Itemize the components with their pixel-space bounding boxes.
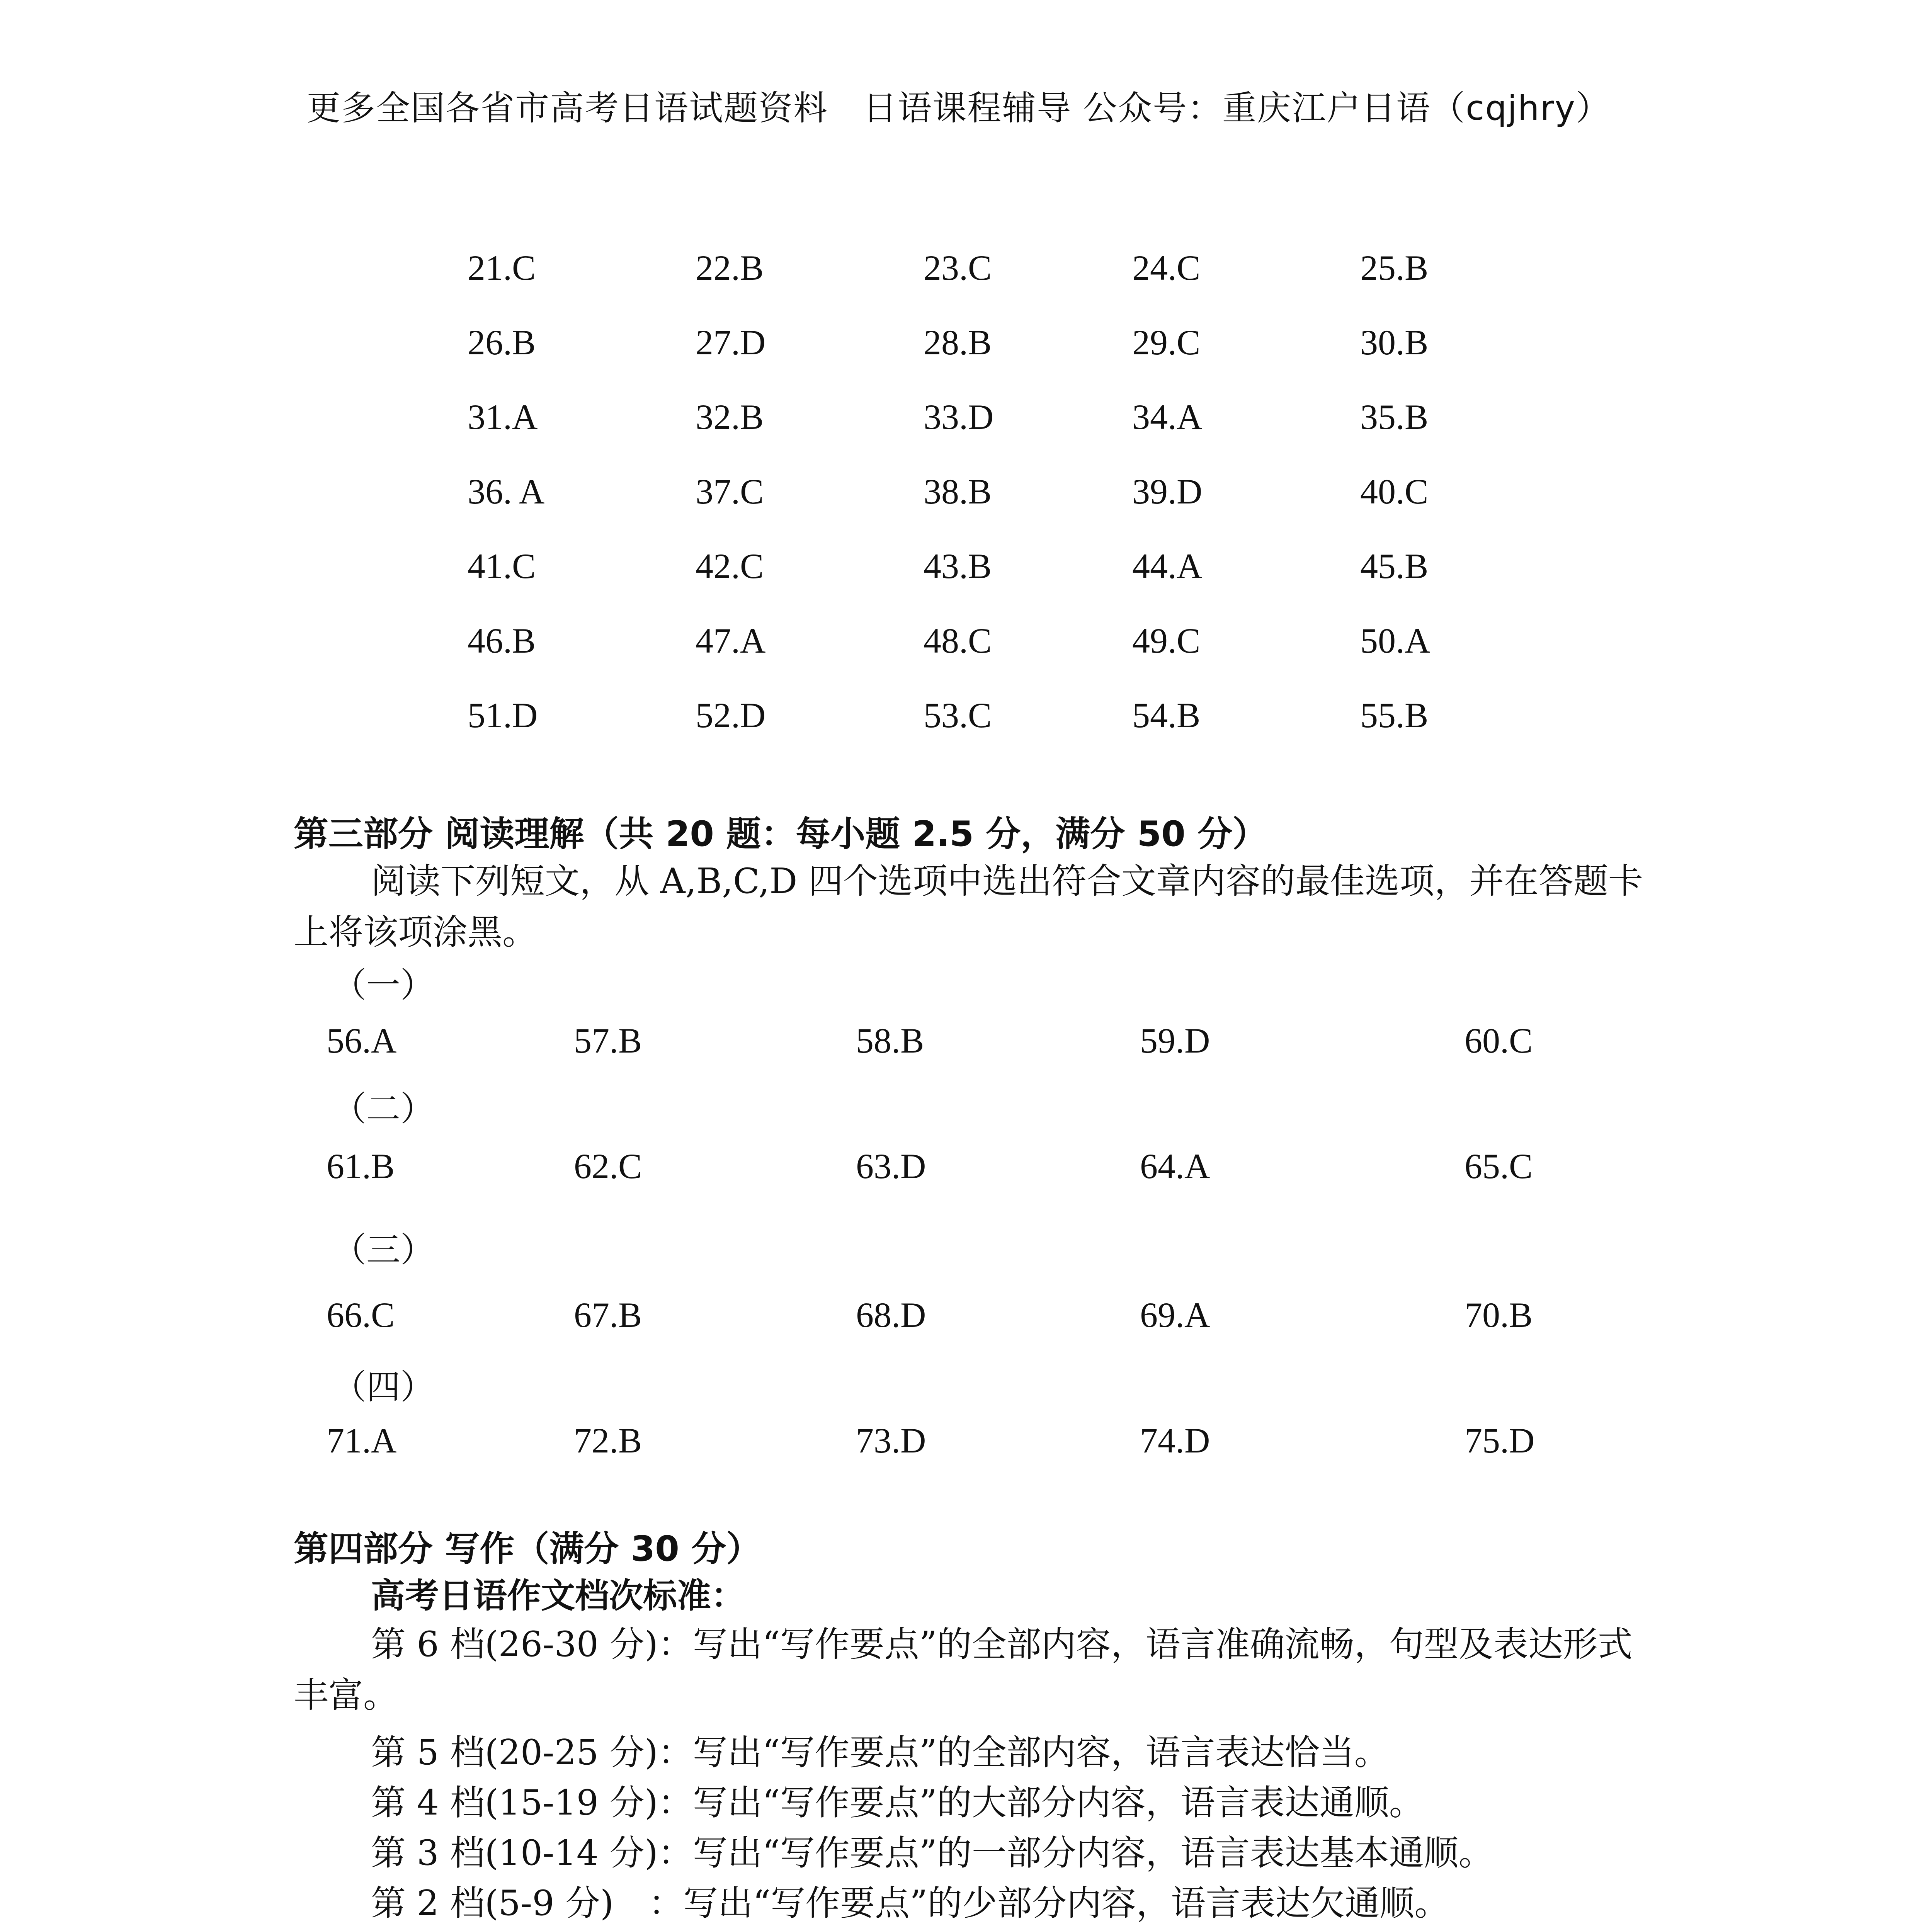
answer-cell: 22.B xyxy=(696,248,764,287)
answer-cell: 34.A xyxy=(1132,397,1203,437)
answer-cell: 39.D xyxy=(1132,472,1203,511)
answer-row xyxy=(0,1420,1917,1466)
answer-cell: 46.B xyxy=(468,621,536,660)
answer-cell: 41.C xyxy=(468,546,536,586)
answer-cell: 65.C xyxy=(1465,1146,1533,1186)
answer-cell: 26.B xyxy=(468,323,536,362)
answer-row xyxy=(0,695,1917,741)
answer-cell: 40.C xyxy=(1360,472,1429,511)
answer-row xyxy=(0,396,1917,443)
level-item xyxy=(294,1928,1654,1932)
answer-cell: 72.B xyxy=(574,1421,642,1460)
answer-cell: 48.C xyxy=(924,621,992,660)
answer-cell: 28.B xyxy=(924,323,992,362)
answer-cell: 24.C xyxy=(1132,248,1201,287)
answer-cell: 57.B xyxy=(574,1021,642,1060)
answer-cell: 45.B xyxy=(1360,546,1429,586)
answer-row xyxy=(0,546,1917,592)
answer-cell: 56.A xyxy=(327,1021,397,1060)
answer-row xyxy=(0,322,1917,368)
part3-title: 第三部分 阅读理解（共 20 题：每小题 2.5 分，满分 50 分） xyxy=(294,814,1267,854)
answer-cell: 54.B xyxy=(1132,696,1201,735)
answer-row xyxy=(0,1146,1917,1192)
part3-instruction: 阅读下列短文，从 A,B,C,D 四个选项中选出符合文章内容的最佳选项，并在答题卡上将该项涂黑。 xyxy=(294,861,1643,952)
answer-cell: 61.B xyxy=(327,1146,395,1186)
level-item: 第 2 档(5-9 分) ：写出“写作要点”的少部分内容，语言表达欠通顺。 xyxy=(371,1883,1449,1923)
answer-cell: 53.C xyxy=(924,696,992,735)
group-label: （二） xyxy=(332,1089,435,1129)
answer-cell: 35.B xyxy=(1360,397,1429,437)
answer-cell: 47.A xyxy=(696,621,766,660)
level-item: 第 4 档(15-19 分)：写出“写作要点”的大部分内容，语言表达通顺。 xyxy=(371,1782,1424,1823)
answer-cell: 52.D xyxy=(696,696,766,735)
answer-cell: 27.D xyxy=(696,323,766,362)
answer-row xyxy=(0,1020,1917,1066)
answer-cell: 63.D xyxy=(856,1146,926,1186)
answer-cell: 32.B xyxy=(696,397,764,437)
answer-cell: 31.A xyxy=(468,397,538,437)
answer-cell: 66.C xyxy=(327,1295,395,1335)
answer-cell: 44.A xyxy=(1132,546,1203,586)
answer-row xyxy=(0,620,1917,667)
answer-cell: 67.B xyxy=(574,1295,642,1335)
answer-row xyxy=(0,1294,1917,1341)
answer-cell: 36. A xyxy=(468,472,545,511)
answer-cell: 70.B xyxy=(1465,1295,1533,1335)
answer-cell: 49.C xyxy=(1132,621,1201,660)
answer-cell: 25.B xyxy=(1360,248,1429,287)
part4-title: 第四部分 写作（满分 30 分） xyxy=(294,1529,761,1569)
answer-cell: 51.D xyxy=(468,696,538,735)
levels-title: 高考日语作文档次标准： xyxy=(371,1576,745,1616)
answer-cell: 73.D xyxy=(856,1421,926,1460)
answer-cell: 59.D xyxy=(1140,1021,1210,1060)
level-item: 第 5 档(20-25 分)：写出“写作要点”的全部内容，语言表达恰当。 xyxy=(371,1732,1389,1773)
answer-cell: 74.D xyxy=(1140,1421,1210,1460)
answer-cell: 71.A xyxy=(327,1421,397,1460)
answer-cell: 30.B xyxy=(1360,323,1429,362)
answer-cell: 21.C xyxy=(468,248,536,287)
group-label: （三） xyxy=(332,1230,435,1270)
answer-cell: 29.C xyxy=(1132,323,1201,362)
level-item: 第 3 档(10-14 分)：写出“写作要点”的一部分内容，语言表达基本通顺。 xyxy=(371,1833,1493,1873)
level-item: 第 6 档(26-30 分)：写出“写作要点”的全部内容，语言准确流畅，句型及表达形式丰富。 xyxy=(294,1624,1633,1716)
answer-cell: 43.B xyxy=(924,546,992,586)
group-label: （一） xyxy=(332,965,435,1005)
answer-cell: 64.A xyxy=(1140,1146,1210,1186)
answer-cell: 62.C xyxy=(574,1146,642,1186)
answer-cell: 50.A xyxy=(1360,621,1431,660)
answer-cell: 37.C xyxy=(696,472,764,511)
answer-cell: 33.D xyxy=(924,397,994,437)
answer-cell: 38.B xyxy=(924,472,992,511)
answer-cell: 68.D xyxy=(856,1295,926,1335)
answer-cell: 69.A xyxy=(1140,1295,1210,1335)
answer-cell: 60.C xyxy=(1465,1021,1533,1060)
answer-cell: 58.B xyxy=(856,1021,924,1060)
answer-row xyxy=(0,247,1917,294)
answer-cell: 55.B xyxy=(1360,696,1429,735)
answer-cell: 42.C xyxy=(696,546,764,586)
answer-row xyxy=(0,471,1917,517)
answer-cell: 23.C xyxy=(924,248,992,287)
page-header: 更多全国各省市高考日语试题资料 日语课程辅导 公众号：重庆江户日语（cqjhry） xyxy=(306,88,1611,128)
group-label: （四） xyxy=(332,1367,435,1407)
answer-cell: 75.D xyxy=(1465,1421,1535,1460)
